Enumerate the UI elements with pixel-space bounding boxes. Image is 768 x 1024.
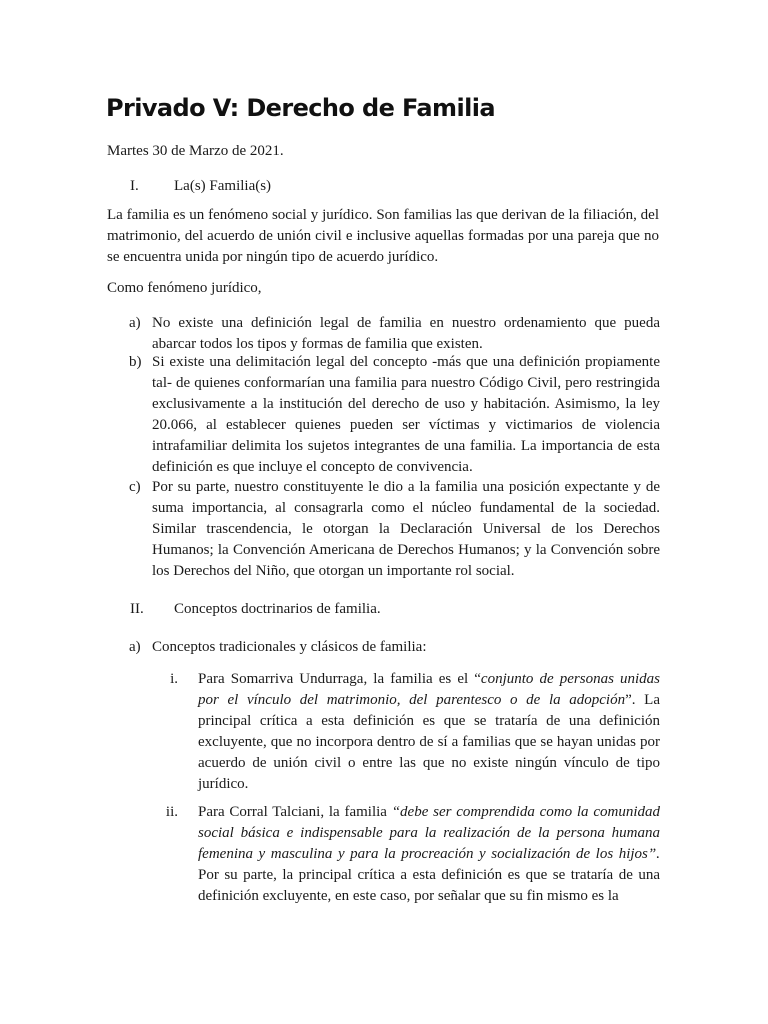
- document-date: Martes 30 de Marzo de 2021.: [107, 143, 284, 159]
- list-item-text: Si existe una delimitación legal del concepto -más que una definición propiamente tal- de quienes conformarían una familia para nuestro Código Civil, pero restringida exclusivamente a la institución del derecho de uso y habitación. Asimismo, la ley 20.066, al establecer quienes pueden ser víctimas y victimarios de violencia intrafamiliar delimita los sujetos integrantes de una familia. La importancia de esta definición es que incluye el concepto de convivencia.: [152, 354, 660, 475]
- concept-definition: [198, 802, 660, 907]
- section-2-numeral: II.: [130, 601, 144, 617]
- concept-quote: conjunto de personas unidas por el vínculo del matrimonio, del parentesco o de la adopción: [198, 671, 661, 708]
- concept-lead: Para Somarriva Undurraga, la familia es el “: [198, 671, 481, 687]
- concept-quote: “debe ser comprendida como la comunidad social básica e indispensable para la realización de la persona humana femenina y masculina y para la procreación y socialización de los hijos”.: [198, 804, 660, 862]
- list-marker: a): [129, 639, 141, 655]
- subsection-a-title: Conceptos tradicionales y clásicos de familia:: [152, 639, 427, 655]
- list-item-text: Por su parte, nuestro constituyente le dio a la familia una posición expectante y de suma importancia, al consagrarla como el núcleo fundamental de la sociedad. Similar trascendencia, le otorgan la Declaración Universal de los Derechos Humanos; la Convención Americana de Derechos Humanos; y la Convención sobre los Derechos del Niño, que otorgan un importante rol social.: [152, 479, 660, 579]
- section-2-title: Conceptos doctrinarios de familia.: [174, 601, 381, 617]
- page-title: Privado V: Derecho de Familia: [106, 94, 495, 122]
- list-marker: c): [129, 479, 141, 495]
- legal-phenomenon-label: Como fenómeno jurídico,: [107, 280, 262, 296]
- list-marker: ii.: [165, 804, 178, 820]
- concept-lead: Para Corral Talciani, la familia: [198, 804, 392, 820]
- list-marker: i.: [170, 671, 178, 687]
- concept-definition: [198, 669, 660, 795]
- list-marker: a): [129, 315, 141, 331]
- list-marker: b): [129, 354, 142, 370]
- section-1-title: La(s) Familia(s): [174, 178, 272, 194]
- concept-tail: ”. La principal crítica a esta definición es que se trataría de una definición excluyente, que no incorpora dentro de sí a familias que se hayan unidas por acuerdo de unión civil o entre las que no existe ningún vínculo de tipo jurídico.: [198, 692, 660, 792]
- concept-tail: Por su parte, la principal crítica a esta definición es que se trataría de una definición excluyente, en este caso, por señalar que su fin mismo es la: [198, 867, 660, 904]
- intro-paragraph: La familia es un fenómeno social y jurídico. Son familias las que derivan de la filiación, del matrimonio, del acuerdo de unión civil e inclusive aquellas formadas por una pareja que no se encuentra unida por ningún tipo de acuerdo jurídico.: [107, 207, 659, 265]
- section-1-numeral: I.: [130, 178, 139, 194]
- list-item-text: No existe una definición legal de familia en nuestro ordenamiento que pueda abarcar todos los tipos y formas de familia que existen.: [152, 315, 660, 352]
